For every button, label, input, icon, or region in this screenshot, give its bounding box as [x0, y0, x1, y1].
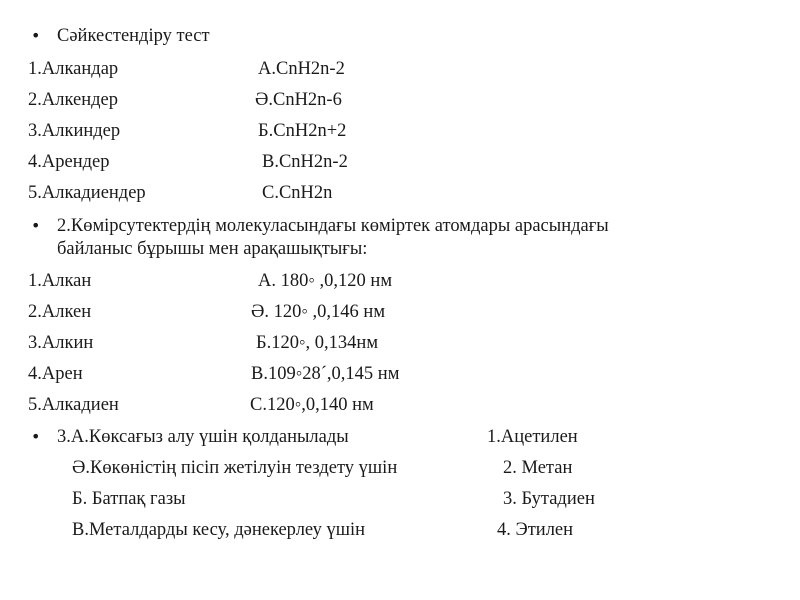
test1-left-3: 3.Алкиндер: [28, 121, 121, 141]
test1-right-4: В.CnH2n-2: [262, 152, 348, 172]
test2-right-2: Ә. 120◦ ,0,146 нм: [251, 302, 386, 322]
test2-right-3: Б.120◦, 0,134нм: [256, 333, 379, 353]
test-title: • Сәйкестендіру тест: [57, 25, 210, 47]
test1-right-5: С.CnH2n: [262, 183, 333, 203]
test3-right-4: 4. Этилен: [497, 520, 574, 540]
test2-left-4: 4.Арен: [28, 364, 83, 384]
question2-line2: байланыс бұрышы мен арақашықтығы:: [57, 239, 368, 259]
test3-left-1: • 3.А.Көксағыз алу үшін қолданылады: [57, 426, 349, 448]
test1-right-2: Ә.CnH2n-6: [255, 90, 342, 110]
test3-left-4: В.Металдарды кесу, дәнекерлеу үшін: [72, 520, 366, 540]
test2-right-5: С.120◦,0,140 нм: [250, 395, 374, 415]
test2-left-2: 2.Алкен: [28, 302, 92, 322]
question2-line1: • 2.Көмірсутектердің молекуласындағы көміртек атомдары арасындағы: [57, 215, 609, 237]
test3-right-1: 1.Ацетилен: [487, 427, 578, 447]
test1-left-5: 5.Алкадиендер: [28, 183, 146, 203]
test1-right-3: Б.CnH2n+2: [258, 121, 347, 141]
test2-right-1: А. 180◦ ,0,120 нм: [258, 271, 393, 291]
test3-left-2: Ә.Көкөністің пісіп жетілуін тездету үшін: [72, 458, 398, 478]
test3-left-3: Б. Батпақ газы: [72, 489, 186, 509]
test3-right-3: 3. Бутадиен: [503, 489, 595, 509]
test2-right-4: В.109◦28´,0,145 нм: [251, 364, 400, 384]
test2-left-3: 3.Алкин: [28, 333, 94, 353]
test1-left-4: 4.Арендер: [28, 152, 110, 172]
test3-right-2: 2. Метан: [503, 458, 573, 478]
test1-left-1: 1.Алкандар: [28, 59, 119, 79]
test2-left-1: 1.Алкан: [28, 271, 92, 291]
test2-left-5: 5.Алкадиен: [28, 395, 119, 415]
test1-right-1: А.CnH2n-2: [258, 59, 345, 79]
test1-left-2: 2.Алкендер: [28, 90, 118, 110]
